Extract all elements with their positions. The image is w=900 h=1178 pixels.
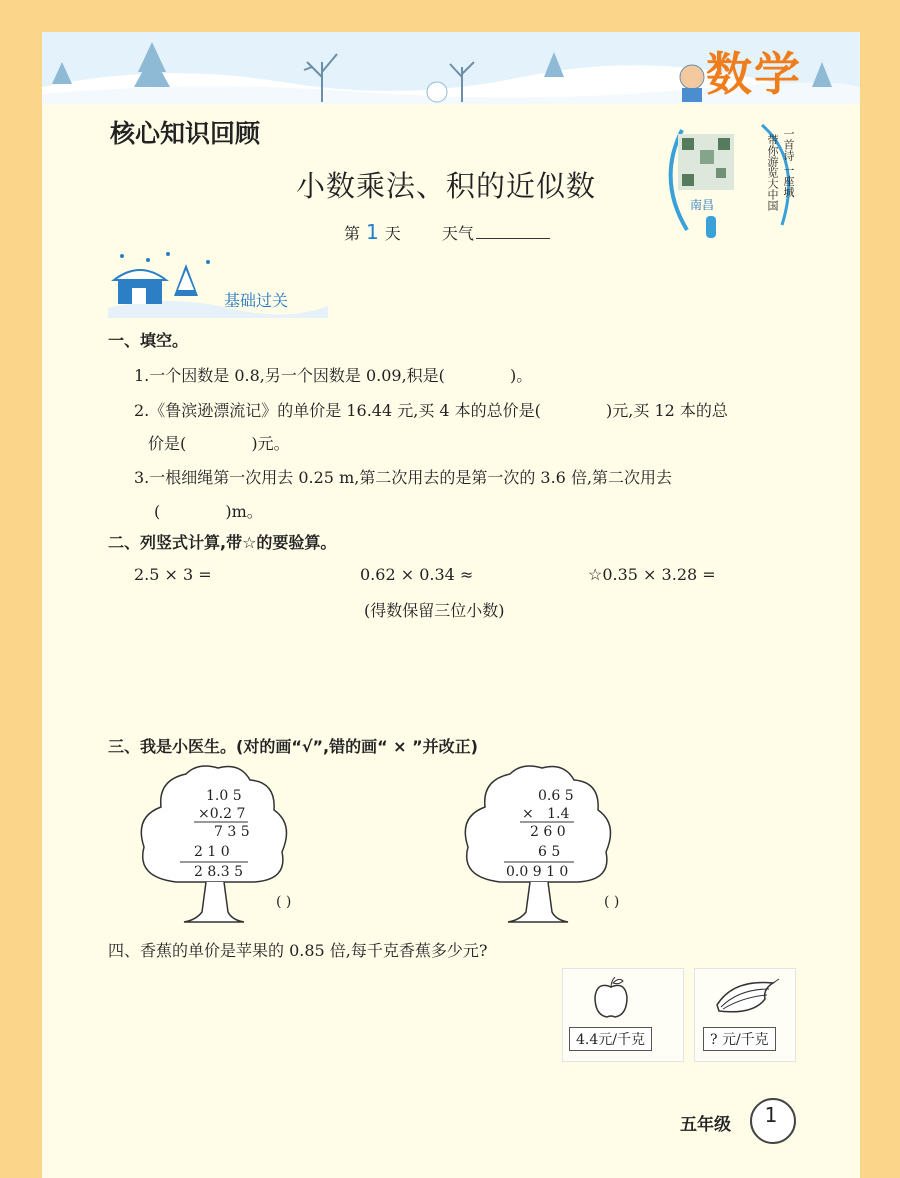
day-suffix: 天 bbox=[384, 224, 401, 243]
tree-2-line-3: 2 6 0 bbox=[530, 824, 566, 840]
q1-item-2-cont bbox=[148, 431, 290, 454]
tree-problem-2 bbox=[460, 762, 650, 924]
q2-title: 二、列竖式计算,带☆的要验算。 bbox=[108, 533, 337, 552]
page-number: 1 bbox=[764, 1103, 778, 1127]
apple-price-tag: 4.4元/千克 bbox=[569, 1027, 652, 1051]
q2-rounding-note: (得数保留三位小数) bbox=[364, 601, 505, 620]
q1-item-3: 3.一根细绳第一次用去 0.25 m,第二次用去的是第一次的 3.6 倍,第二次用去 bbox=[134, 468, 673, 487]
q4-title: 四、香蕉的单价是苹果的 0.85 倍,每千克香蕉多少元? bbox=[108, 941, 488, 960]
qr-slogan-1: 一首诗 一座城 bbox=[782, 128, 795, 198]
tree-1-answer[interactable]: ( ) bbox=[276, 894, 292, 910]
q2-expr-1: 2.5 × 3 = bbox=[134, 565, 212, 584]
apple-icon bbox=[591, 977, 631, 1019]
tree-1-line-3: 7 3 5 bbox=[214, 824, 250, 840]
banana-icon bbox=[713, 975, 783, 1019]
weather-blank[interactable] bbox=[476, 224, 550, 239]
tree-2-line-1: 0.6 5 bbox=[538, 788, 574, 804]
q1-item-1-tail: )。 bbox=[504, 366, 533, 385]
q1-item-1 bbox=[134, 363, 532, 386]
section-badge-label: 基础过关 bbox=[224, 291, 289, 310]
q3-title: 三、我是小医生。(对的画“√”,错的画“ × ”并改正) bbox=[108, 737, 478, 756]
q2-expr-2: 0.62 × 0.34 ≈ bbox=[360, 565, 474, 584]
q1-item-1-text: 1.一个因数是 0.8,另一个因数是 0.09,积是( bbox=[134, 366, 445, 385]
day-prefix: 第 bbox=[344, 224, 361, 243]
q1-title: 一、填空。 bbox=[108, 331, 189, 350]
lesson-title: 小数乘法、积的近似数 bbox=[296, 169, 597, 203]
apple-card bbox=[562, 968, 684, 1062]
q2-expr-3: ☆0.35 × 3.28 = bbox=[588, 565, 716, 584]
q1-item-2 bbox=[134, 398, 728, 421]
tree-1-line-5: 2 8.3 5 bbox=[194, 864, 243, 880]
snow-house-icon bbox=[108, 250, 328, 318]
q1-item-3b-tail: )m。 bbox=[220, 502, 263, 521]
section-heading: 核心知识回顾 bbox=[110, 119, 261, 148]
day-number: 1 bbox=[366, 220, 379, 244]
tree-1-line-4: 2 1 0 bbox=[194, 844, 230, 860]
qr-city: 南昌 bbox=[690, 198, 715, 212]
day-line bbox=[344, 220, 550, 244]
grade-label: 五年级 bbox=[680, 1115, 731, 1135]
tree-2-answer[interactable]: ( ) bbox=[604, 894, 620, 910]
tree-2-line-5: 0.0 9 1 0 bbox=[506, 864, 569, 880]
tree-2-line-2: × 1.4 bbox=[522, 806, 570, 822]
tree-2-line-4: 6 5 bbox=[538, 844, 561, 860]
tree-problem-1 bbox=[136, 762, 312, 924]
tree-1-line-2: ×0.2 7 bbox=[198, 806, 246, 822]
weather-label: 天气 bbox=[441, 224, 474, 243]
q1-item-2b-text: 价是( bbox=[148, 434, 187, 453]
q1-item-2-text: 2.《鲁滨逊漂流记》的单价是 16.44 元,买 4 本的总价是( bbox=[134, 401, 541, 420]
q1-item-2b-tail: )元。 bbox=[246, 434, 290, 453]
q1-item-3-cont bbox=[154, 499, 263, 522]
qr-card bbox=[662, 120, 812, 252]
worksheet-page bbox=[42, 32, 860, 1178]
tree-1-line-1: 1.0 5 bbox=[206, 788, 242, 804]
subject-title: 数学 bbox=[706, 47, 802, 101]
banana-price-tag: ? 元/千克 bbox=[703, 1027, 776, 1051]
q1-item-2-tail: )元,买 12 本的总 bbox=[600, 401, 728, 420]
qr-slogan-2: 带你游览大中国 bbox=[766, 134, 779, 211]
q1-item-3b-text: ( bbox=[154, 502, 161, 521]
banana-card bbox=[694, 968, 796, 1062]
